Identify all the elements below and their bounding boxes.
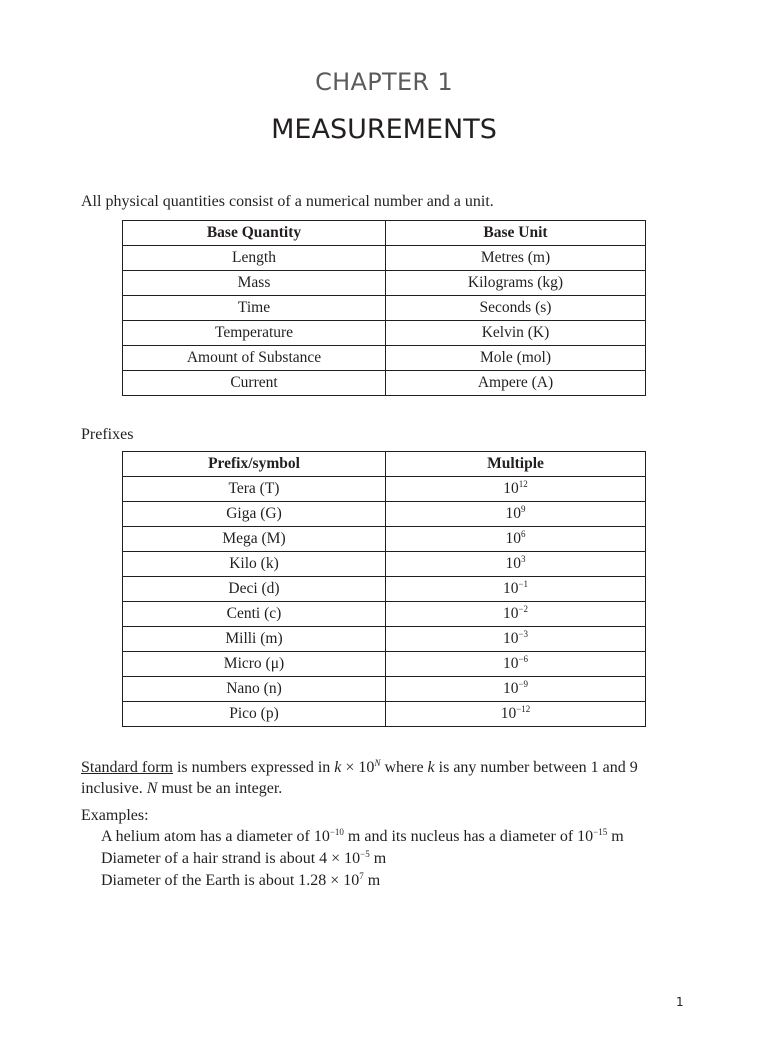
- power-exponent: −10: [329, 827, 344, 837]
- power-exponent: −12: [516, 704, 531, 714]
- standard-form-term: Standard form: [81, 759, 173, 776]
- column-header: Base Unit: [386, 221, 646, 246]
- chapter-title: MEASUREMENTS: [271, 114, 497, 145]
- multiple-cell: [386, 702, 646, 727]
- table-row: [123, 677, 646, 702]
- table-row: [123, 321, 646, 346]
- table-row: [123, 627, 646, 652]
- column-header: Base Quantity: [123, 221, 386, 246]
- prefix-cell: Nano (n): [123, 677, 386, 702]
- text-fragment: A helium atom has a diameter of 10: [101, 828, 330, 845]
- example-hair: [101, 848, 386, 869]
- prefixes-table: [122, 451, 646, 727]
- text-fragment: inclusive.: [81, 780, 147, 797]
- power-exponent: −3: [518, 629, 529, 639]
- base-quantity-cell: Amount of Substance: [123, 346, 386, 371]
- power-exponent: 12: [518, 479, 528, 489]
- base-unit-cell: Mole (mol): [386, 346, 646, 371]
- prefix-cell: Giga (G): [123, 502, 386, 527]
- multiple-cell: [386, 552, 646, 577]
- variable-n-exponent: N: [374, 758, 381, 768]
- text-fragment: is any number between 1 and 9: [434, 759, 638, 776]
- power-exponent: 3: [521, 554, 526, 564]
- chapter-label: CHAPTER 1: [315, 68, 453, 96]
- examples-heading: Examples:: [81, 807, 149, 824]
- multiple-cell: [386, 627, 646, 652]
- base-quantity-cell: Current: [123, 371, 386, 396]
- multiple-cell: [386, 477, 646, 502]
- power-base: 10: [502, 580, 519, 597]
- table-row: [123, 296, 646, 321]
- text-fragment: × 10: [341, 759, 375, 776]
- column-header: Multiple: [386, 452, 646, 477]
- power-exponent: −5: [360, 849, 370, 859]
- power-exponent: 9: [521, 504, 526, 514]
- table-row: [123, 246, 646, 271]
- power-exponent: −1: [518, 579, 529, 589]
- power-base: 10: [502, 605, 519, 622]
- variable-k: k: [334, 759, 342, 776]
- power-exponent: −15: [593, 827, 608, 837]
- prefix-cell: Milli (m): [123, 627, 386, 652]
- power-exponent: 6: [521, 529, 526, 539]
- table-row: [123, 346, 646, 371]
- table-row: [123, 371, 646, 396]
- base-unit-cell: Kelvin (K): [386, 321, 646, 346]
- standard-form-paragraph: [81, 757, 638, 799]
- base-unit-cell: Ampere (A): [386, 371, 646, 396]
- multiple-cell: [386, 602, 646, 627]
- power-exponent: −9: [518, 679, 529, 689]
- text-fragment: is numbers expressed in: [172, 759, 335, 776]
- base-unit-cell: Kilograms (kg): [386, 271, 646, 296]
- base-unit-cell: Metres (m): [386, 246, 646, 271]
- base-unit-cell: Seconds (s): [386, 296, 646, 321]
- prefix-cell: Centi (c): [123, 602, 386, 627]
- example-helium: [101, 826, 624, 847]
- power-base: 10: [505, 530, 521, 547]
- table-row: [123, 552, 646, 577]
- text-fragment: must be an integer.: [157, 780, 283, 797]
- table-row: [123, 527, 646, 552]
- intro-text: All physical quantities consist of a numerical number and a unit.: [81, 193, 494, 210]
- power-base: 10: [505, 505, 521, 522]
- column-header: Prefix/symbol: [123, 452, 386, 477]
- text-fragment: m and its nucleus has a diameter of 10: [343, 828, 594, 845]
- variable-n: N: [146, 780, 158, 797]
- table-row: [123, 602, 646, 627]
- table-row: [123, 702, 646, 727]
- base-quantity-cell: Temperature: [123, 321, 386, 346]
- table-row: [123, 652, 646, 677]
- prefix-cell: Micro (μ): [123, 652, 386, 677]
- variable-k: k: [427, 759, 435, 776]
- prefix-cell: Mega (M): [123, 527, 386, 552]
- prefix-cell: Pico (p): [123, 702, 386, 727]
- power-base: 10: [503, 480, 519, 497]
- multiple-cell: [386, 652, 646, 677]
- base-units-table: [122, 220, 646, 396]
- multiple-cell: [386, 502, 646, 527]
- multiple-cell: [386, 527, 646, 552]
- power-exponent: −2: [518, 604, 529, 614]
- example-earth: [101, 870, 380, 891]
- table-row: [123, 477, 646, 502]
- table-header-row: [123, 452, 646, 477]
- power-base: 10: [502, 655, 519, 672]
- table-row: [123, 502, 646, 527]
- prefixes-heading: Prefixes: [81, 426, 134, 443]
- text-fragment: Diameter of the Earth is about 1.28 × 10: [101, 872, 360, 889]
- multiple-cell: [386, 677, 646, 702]
- prefix-cell: Kilo (k): [123, 552, 386, 577]
- multiple-cell: [386, 577, 646, 602]
- text-fragment: m: [369, 850, 387, 867]
- power-exponent: 7: [359, 871, 364, 881]
- page-number: 1: [676, 995, 684, 1009]
- text-fragment: m: [607, 828, 624, 845]
- text-fragment: m: [363, 872, 381, 889]
- power-base: 10: [505, 555, 521, 572]
- base-quantity-cell: Length: [123, 246, 386, 271]
- table-header-row: [123, 221, 646, 246]
- text-fragment: Diameter of a hair strand is about 4 × 10: [101, 850, 361, 867]
- table-row: [123, 271, 646, 296]
- table-row: [123, 577, 646, 602]
- text-fragment: where: [380, 759, 428, 776]
- power-base: 10: [502, 630, 519, 647]
- prefix-cell: Tera (T): [123, 477, 386, 502]
- power-base: 10: [500, 705, 517, 722]
- power-base: 10: [502, 680, 519, 697]
- prefix-cell: Deci (d): [123, 577, 386, 602]
- power-exponent: −6: [518, 654, 529, 664]
- base-quantity-cell: Time: [123, 296, 386, 321]
- base-quantity-cell: Mass: [123, 271, 386, 296]
